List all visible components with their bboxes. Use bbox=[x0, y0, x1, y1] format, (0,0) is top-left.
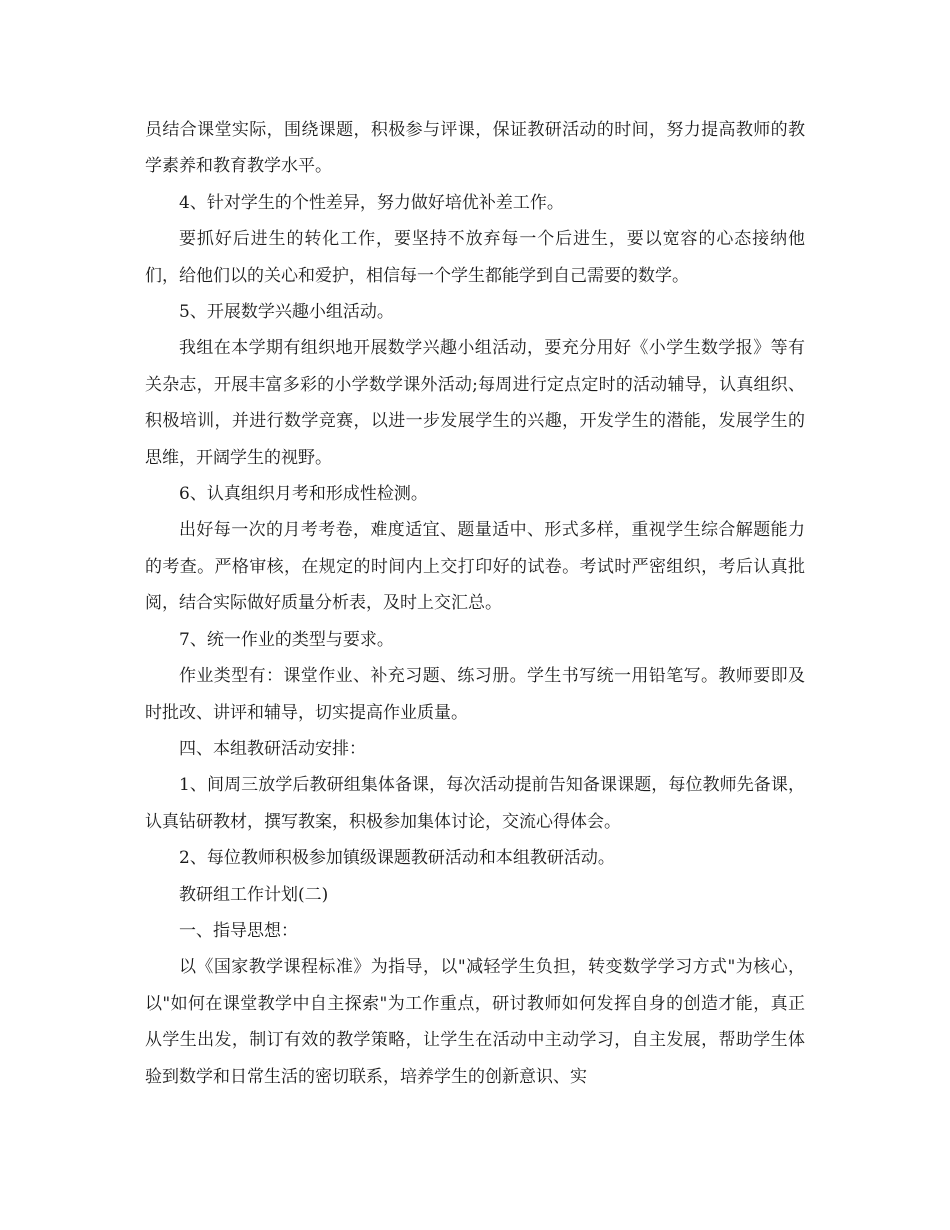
paragraph-14: 一、指导思想： bbox=[179, 920, 298, 941]
paragraph-13: 教研组工作计划(二) bbox=[179, 884, 329, 905]
paragraph-15: 以《国家教学课程标准》为指导，以"减轻学生负担，转变数学学习方式"为核心，以"如何在课堂教学中自主探索"为工作重点，研讨教师如何发挥自身的创造才能，真正从学生出发，制订有效的教学策略，让学生在活动中主动学习，自主发展，帮助学生体验到数学和日常生活的密切联系，培养学生的创新意识、实 bbox=[145, 957, 805, 1087]
paragraph-2: 4、针对学生的个性差异，努力做好培优补差工作。 bbox=[179, 192, 564, 213]
paragraph-12: 2、每位教师积极参加镇级课题教研活动和本组教研活动。 bbox=[179, 848, 615, 869]
document-page bbox=[145, 112, 805, 1095]
paragraph-6: 6、认真组织月考和形成性检测。 bbox=[179, 484, 428, 505]
paragraph-7: 出好每一次的月考考卷，难度适宜、题量适中、形式多样，重视学生综合解题能力的考查。严格审核，在规定的时间内上交打印好的试卷。考试时严密组织，考后认真批阅，结合实际做好质量分析表，及时上交汇总。 bbox=[145, 520, 805, 614]
paragraph-3: 要抓好后进生的转化工作，要坚持不放弃每一个后进生，要以宽容的心态接纳他们，给他们以的关心和爱护，相信每一个学生都能学到自己需要的数学。 bbox=[145, 229, 805, 286]
paragraph-10: 四、本组教研活动安排： bbox=[179, 738, 366, 759]
paragraph-4: 5、开展数学兴趣小组活动。 bbox=[179, 302, 394, 323]
paragraph-11: 1、间周三放学后教研组集体备课，每次活动提前告知备课课题，每位教师先备课，认真钻研教材，撰写教案，积极参加集体讨论，交流心得体会。 bbox=[145, 775, 805, 832]
paragraph-1: 员结合课堂实际，围绕课题，积极参与评课，保证教研活动的时间，努力提高教师的教学素养和教育教学水平。 bbox=[145, 120, 805, 177]
paragraph-9: 作业类型有：课堂作业、补充习题、练习册。学生书写统一用铅笔写。教师要即及时批改、讲评和辅导，切实提高作业质量。 bbox=[145, 666, 805, 723]
paragraph-5: 我组在本学期有组织地开展数学兴趣小组活动，要充分用好《小学生数学报》等有关杂志，开展丰富多彩的小学数学课外活动;每周进行定点定时的活动辅导，认真组织、积极培训，并进行数学竞赛，以进一步发展学生的兴趣，开发学生的潜能，发展学生的思维，开阔学生的视野。 bbox=[145, 338, 805, 468]
paragraph-8: 7、统一作业的类型与要求。 bbox=[179, 629, 394, 650]
